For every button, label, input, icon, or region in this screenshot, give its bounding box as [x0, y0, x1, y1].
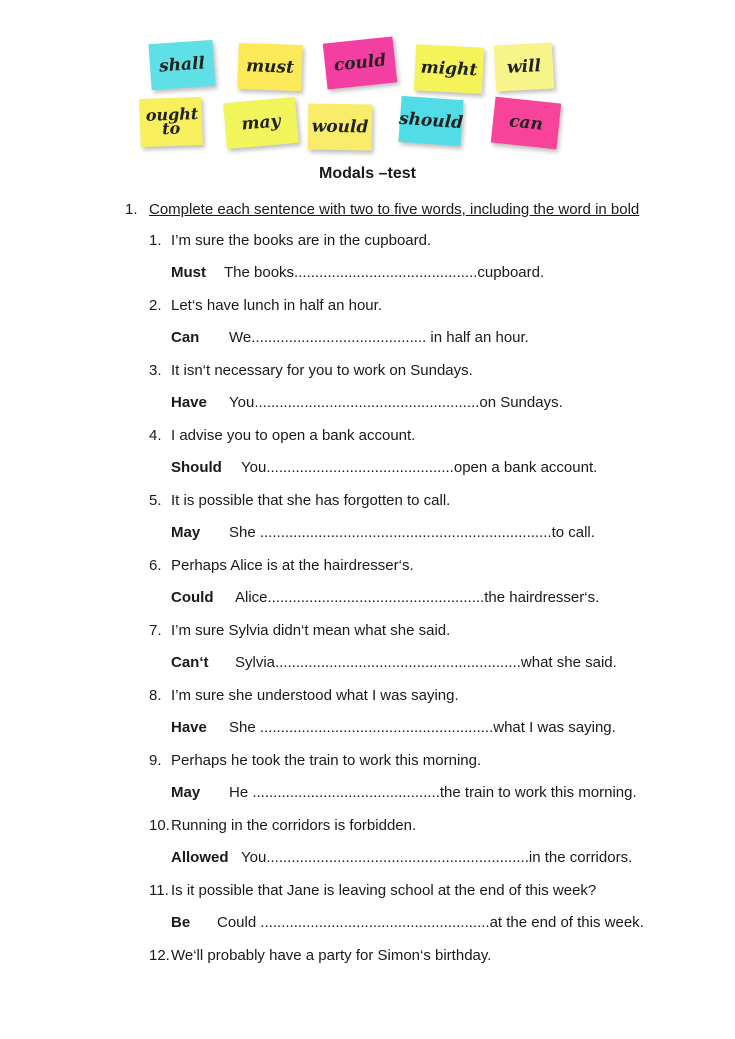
exercise-item-sentence	[149, 622, 450, 639]
item-keyword: Should	[171, 459, 222, 476]
item-answer-blank[interactable]: He .............................................the train to work this morning.	[229, 784, 637, 801]
item-number: 12.	[149, 947, 170, 964]
exercise-item-sentence	[149, 297, 382, 314]
item-sentence: It is possible that she has forgotten to call.	[171, 492, 451, 509]
exercise-item-sentence	[149, 947, 491, 964]
exercise-item-sentence	[149, 557, 414, 574]
item-keyword: Can	[171, 329, 200, 346]
item-sentence: Running in the corridors is forbidden.	[171, 817, 417, 834]
item-number: 11.	[149, 882, 169, 899]
sticky-note-will: will	[494, 43, 554, 92]
item-answer-blank[interactable]: Could .......................................................at the end of this week.	[217, 914, 644, 931]
item-number: 8.	[149, 687, 162, 704]
exercise-item-sentence	[149, 492, 450, 509]
instruction-text: Complete each sentence with two to five words, including the word in bold	[149, 201, 640, 218]
item-keyword: Be	[171, 914, 191, 931]
exercise-item-answer-line	[171, 459, 597, 476]
sticky-note-shall: shall	[148, 40, 215, 90]
sticky-note-ought-to: ought to	[139, 97, 203, 147]
exercise-item-answer-line	[171, 524, 595, 541]
exercise-item-answer-line	[171, 394, 563, 411]
item-answer-blank[interactable]: Alice....................................................the hairdresser‘s.	[235, 589, 600, 606]
item-keyword: Allowed	[171, 849, 229, 866]
exercise-item-answer-line	[171, 914, 644, 931]
exercise-item-sentence	[149, 817, 416, 834]
item-sentence: We‘ll probably have a party for Simon‘s birthday.	[171, 947, 492, 964]
item-keyword: Could	[171, 589, 214, 606]
item-answer-blank[interactable]: She ......................................................................to call.	[229, 524, 595, 541]
exercise-item-answer-line	[171, 719, 616, 736]
sticky-note-might: might	[414, 44, 484, 93]
item-keyword: May	[171, 784, 201, 801]
exercise-item-sentence	[149, 687, 459, 704]
item-sentence: Perhaps he took the train to work this morning.	[171, 752, 482, 769]
item-keyword: Must	[171, 264, 206, 281]
item-number: 5.	[149, 492, 162, 509]
exercise-item-answer-line	[171, 589, 599, 606]
item-number: 7.	[149, 622, 162, 639]
item-keyword: Have	[171, 394, 207, 411]
sticky-note-can: can	[491, 97, 561, 150]
exercise-item-answer-line	[171, 329, 529, 346]
item-answer-blank[interactable]: She ........................................................what I was saying.	[229, 719, 616, 736]
exercise-item-sentence	[149, 752, 481, 769]
item-sentence: I’m sure she understood what I was saying.	[171, 687, 459, 704]
item-number: 6.	[149, 557, 162, 574]
sticky-note-must: must	[237, 43, 303, 91]
item-number: 3.	[149, 362, 162, 379]
item-sentence: I advise you to open a bank account.	[171, 427, 416, 444]
exercise-item-answer-line	[171, 784, 637, 801]
sticky-note-should: should	[398, 96, 463, 146]
sticky-note-would: would	[308, 103, 373, 150]
item-keyword: Can‘t	[171, 654, 209, 671]
item-sentence: I’m sure Sylvia didn‘t mean what she said.	[171, 622, 451, 639]
item-sentence: Perhaps Alice is at the hairdresser‘s.	[171, 557, 414, 574]
sticky-note-may: may	[223, 97, 299, 149]
item-keyword: May	[171, 524, 201, 541]
exercise-item-sentence	[149, 427, 415, 444]
item-number: 4.	[149, 427, 162, 444]
item-answer-blank[interactable]: We.......................................... in half an hour.	[229, 329, 529, 346]
item-answer-blank[interactable]: You......................................................on Sundays.	[229, 394, 563, 411]
item-answer-blank[interactable]: You.............................................open a bank account.	[241, 459, 598, 476]
item-number: 2.	[149, 297, 162, 314]
item-number: 10.	[149, 817, 170, 834]
instruction-number: 1.	[125, 201, 138, 218]
item-number: 9.	[149, 752, 162, 769]
exercise-item-sentence	[149, 882, 596, 899]
item-keyword: Have	[171, 719, 207, 736]
exercise-item-sentence	[149, 362, 473, 379]
item-answer-blank[interactable]: The books............................................cupboard.	[224, 264, 545, 281]
sticky-note-could: could	[323, 36, 397, 89]
exercise-item-answer-line	[171, 654, 617, 671]
exercise-item-sentence	[149, 232, 431, 249]
item-sentence: I’m sure the books are in the cupboard.	[171, 232, 432, 249]
exercise-instruction	[125, 201, 639, 218]
exercise-item-answer-line	[171, 849, 632, 866]
exercise-item-answer-line	[171, 264, 544, 281]
item-sentence: It isn‘t necessary for you to work on Sundays.	[171, 362, 473, 379]
page-title: Modals –test	[319, 165, 416, 182]
item-sentence: Let‘s have lunch in half an hour.	[171, 297, 382, 314]
modals-sticky-notes	[138, 38, 578, 153]
item-answer-blank[interactable]: You...............................................................in the corridors.	[241, 849, 633, 866]
item-answer-blank[interactable]: Sylvia...........................................................what she said.	[235, 654, 617, 671]
item-sentence: Is it possible that Jane is leaving school at the end of this week?	[171, 882, 597, 899]
item-number: 1.	[149, 232, 162, 249]
